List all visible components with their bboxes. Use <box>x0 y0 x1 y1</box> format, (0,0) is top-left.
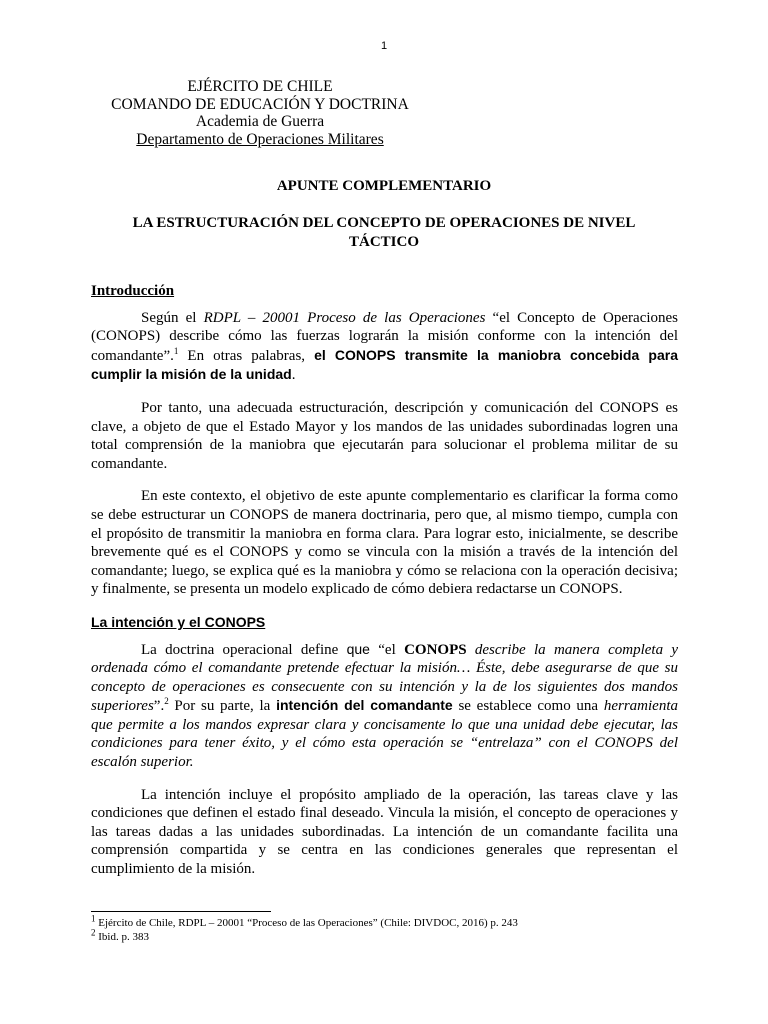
footnote-ref-2: 2 <box>164 696 169 707</box>
paragraph-4 <box>91 640 678 772</box>
p4-bold-intencion: intención del comandante <box>276 697 453 714</box>
page-number: 1 <box>380 40 388 52</box>
header-line-department: Departamento de Operaciones Militares <box>136 130 384 148</box>
document-header <box>60 78 460 148</box>
header-line-academy: Academia de Guerra <box>195 113 325 130</box>
paragraph-2: Por tanto, una adecuada estructuración, descripción y comunicación del CONOPS es clave, a objeto de que el Estado Mayor y los mandos de las unidades subordinadas logren una total comprensión de la maniobra que ejecutarán para solucionar el problema militar de su comandante. <box>91 399 678 472</box>
p1-bold-statement: el CONOPS transmite la maniobra concebida para cumplir la misión de la unidad <box>91 346 678 383</box>
p1-text-a: Según el <box>141 309 204 326</box>
p1-text-d: En otras palabras, <box>178 347 315 364</box>
header-line-army: EJÉRCITO DE CHILE <box>187 78 333 95</box>
footnote-2-number: 2 <box>91 927 96 938</box>
header-line-command: COMANDO DE EDUCACIÓN Y DOCTRINA <box>111 95 409 113</box>
footnote-1 <box>91 913 678 930</box>
document-body <box>91 282 678 893</box>
p4-text-a: La doctrina operacional define <box>141 641 347 658</box>
p4-bold-conops: CONOPS <box>404 641 467 658</box>
paragraph-3: En este contexto, el objetivo de este apunte complementario es clarificar la forma como se debe estructurar un CONOPS de manera doctrinaria, pero que, al mismo tiempo, cumpla con el propósito de transmitir la maniobra en forma clara. Para lograr esto, inicialmente, se describe brevemente qué es el CONOPS y como se vincula con la misión a través de la intención del comandante; luego, se explica qué es la maniobra y cómo se relaciona con la operación decisiva; y finalmente, se presenta un modelo explicado de cómo debiera redactarse un CONOPS. <box>91 488 678 598</box>
p1-text-c: “el Concepto de Operaciones (CONOPS) describe cómo las fuerzas lograrán la misión conforme con la intención del comandante”. <box>91 309 679 364</box>
paragraph-5: La intención incluye el propósito ampliado de la operación, las tareas clave y las condiciones que definen el estado final deseado. Vincula la misión, el concepto de operaciones y las tareas dadas a las unidades subordinadas. La intención de un comandante facilita una comprensión compartida y se centra en las condiciones generales que representan el cumplimiento de la misión. <box>91 786 678 878</box>
p4-text-g: Por su parte, la <box>168 698 277 715</box>
p1-text-f: . <box>291 367 296 384</box>
footnotes <box>91 913 678 944</box>
document-title: LA ESTRUCTURACIÓN DEL CONCEPTO DE OPERACIONES DE NIVEL TÁCTICO <box>132 215 636 250</box>
footnote-1-text: Ejército de Chile, RDPL – 20001 “Proceso de las Operaciones” (Chile: DIVDOC, 2016) p. 243 <box>95 917 518 929</box>
p1-reference-title: RDPL – 20001 Proceso de las Operaciones <box>203 309 486 326</box>
footnote-separator <box>91 911 271 912</box>
footnote-2 <box>91 927 678 944</box>
document-kind: APUNTE COMPLEMENTARIO <box>276 178 492 194</box>
section-heading-intencion: La intención y el CONOPS <box>91 613 266 630</box>
p4-text-b: que <box>346 640 370 657</box>
p4-quote: describe la manera completa y ordenada cómo el comandante pretende efectuar la misión… Éste, debe asegurarse de que su concepto de operaciones es consecuente con su intención y la de los siguientes dos mandos superiores <box>91 641 679 715</box>
section-heading-introduccion: Introducción <box>91 283 175 299</box>
p4-text-f: ”. <box>153 698 165 715</box>
footnote-1-number: 1 <box>91 913 96 924</box>
p4-text-i: se establece como una <box>452 698 604 715</box>
paragraph-1 <box>91 309 678 385</box>
p4-italic-definition: herramienta que permite a los mandos expresar clara y concisamente lo que una unidad debe ejecutar, las condiciones para tener éxito, y el cómo esta operación se “entrelaza” con el CONOPS del escalón superior. <box>91 698 678 771</box>
p4-text-c: “el <box>369 641 405 658</box>
footnote-ref-1: 1 <box>173 345 179 356</box>
footnote-2-text: Ibid. p. 383 <box>95 931 149 943</box>
